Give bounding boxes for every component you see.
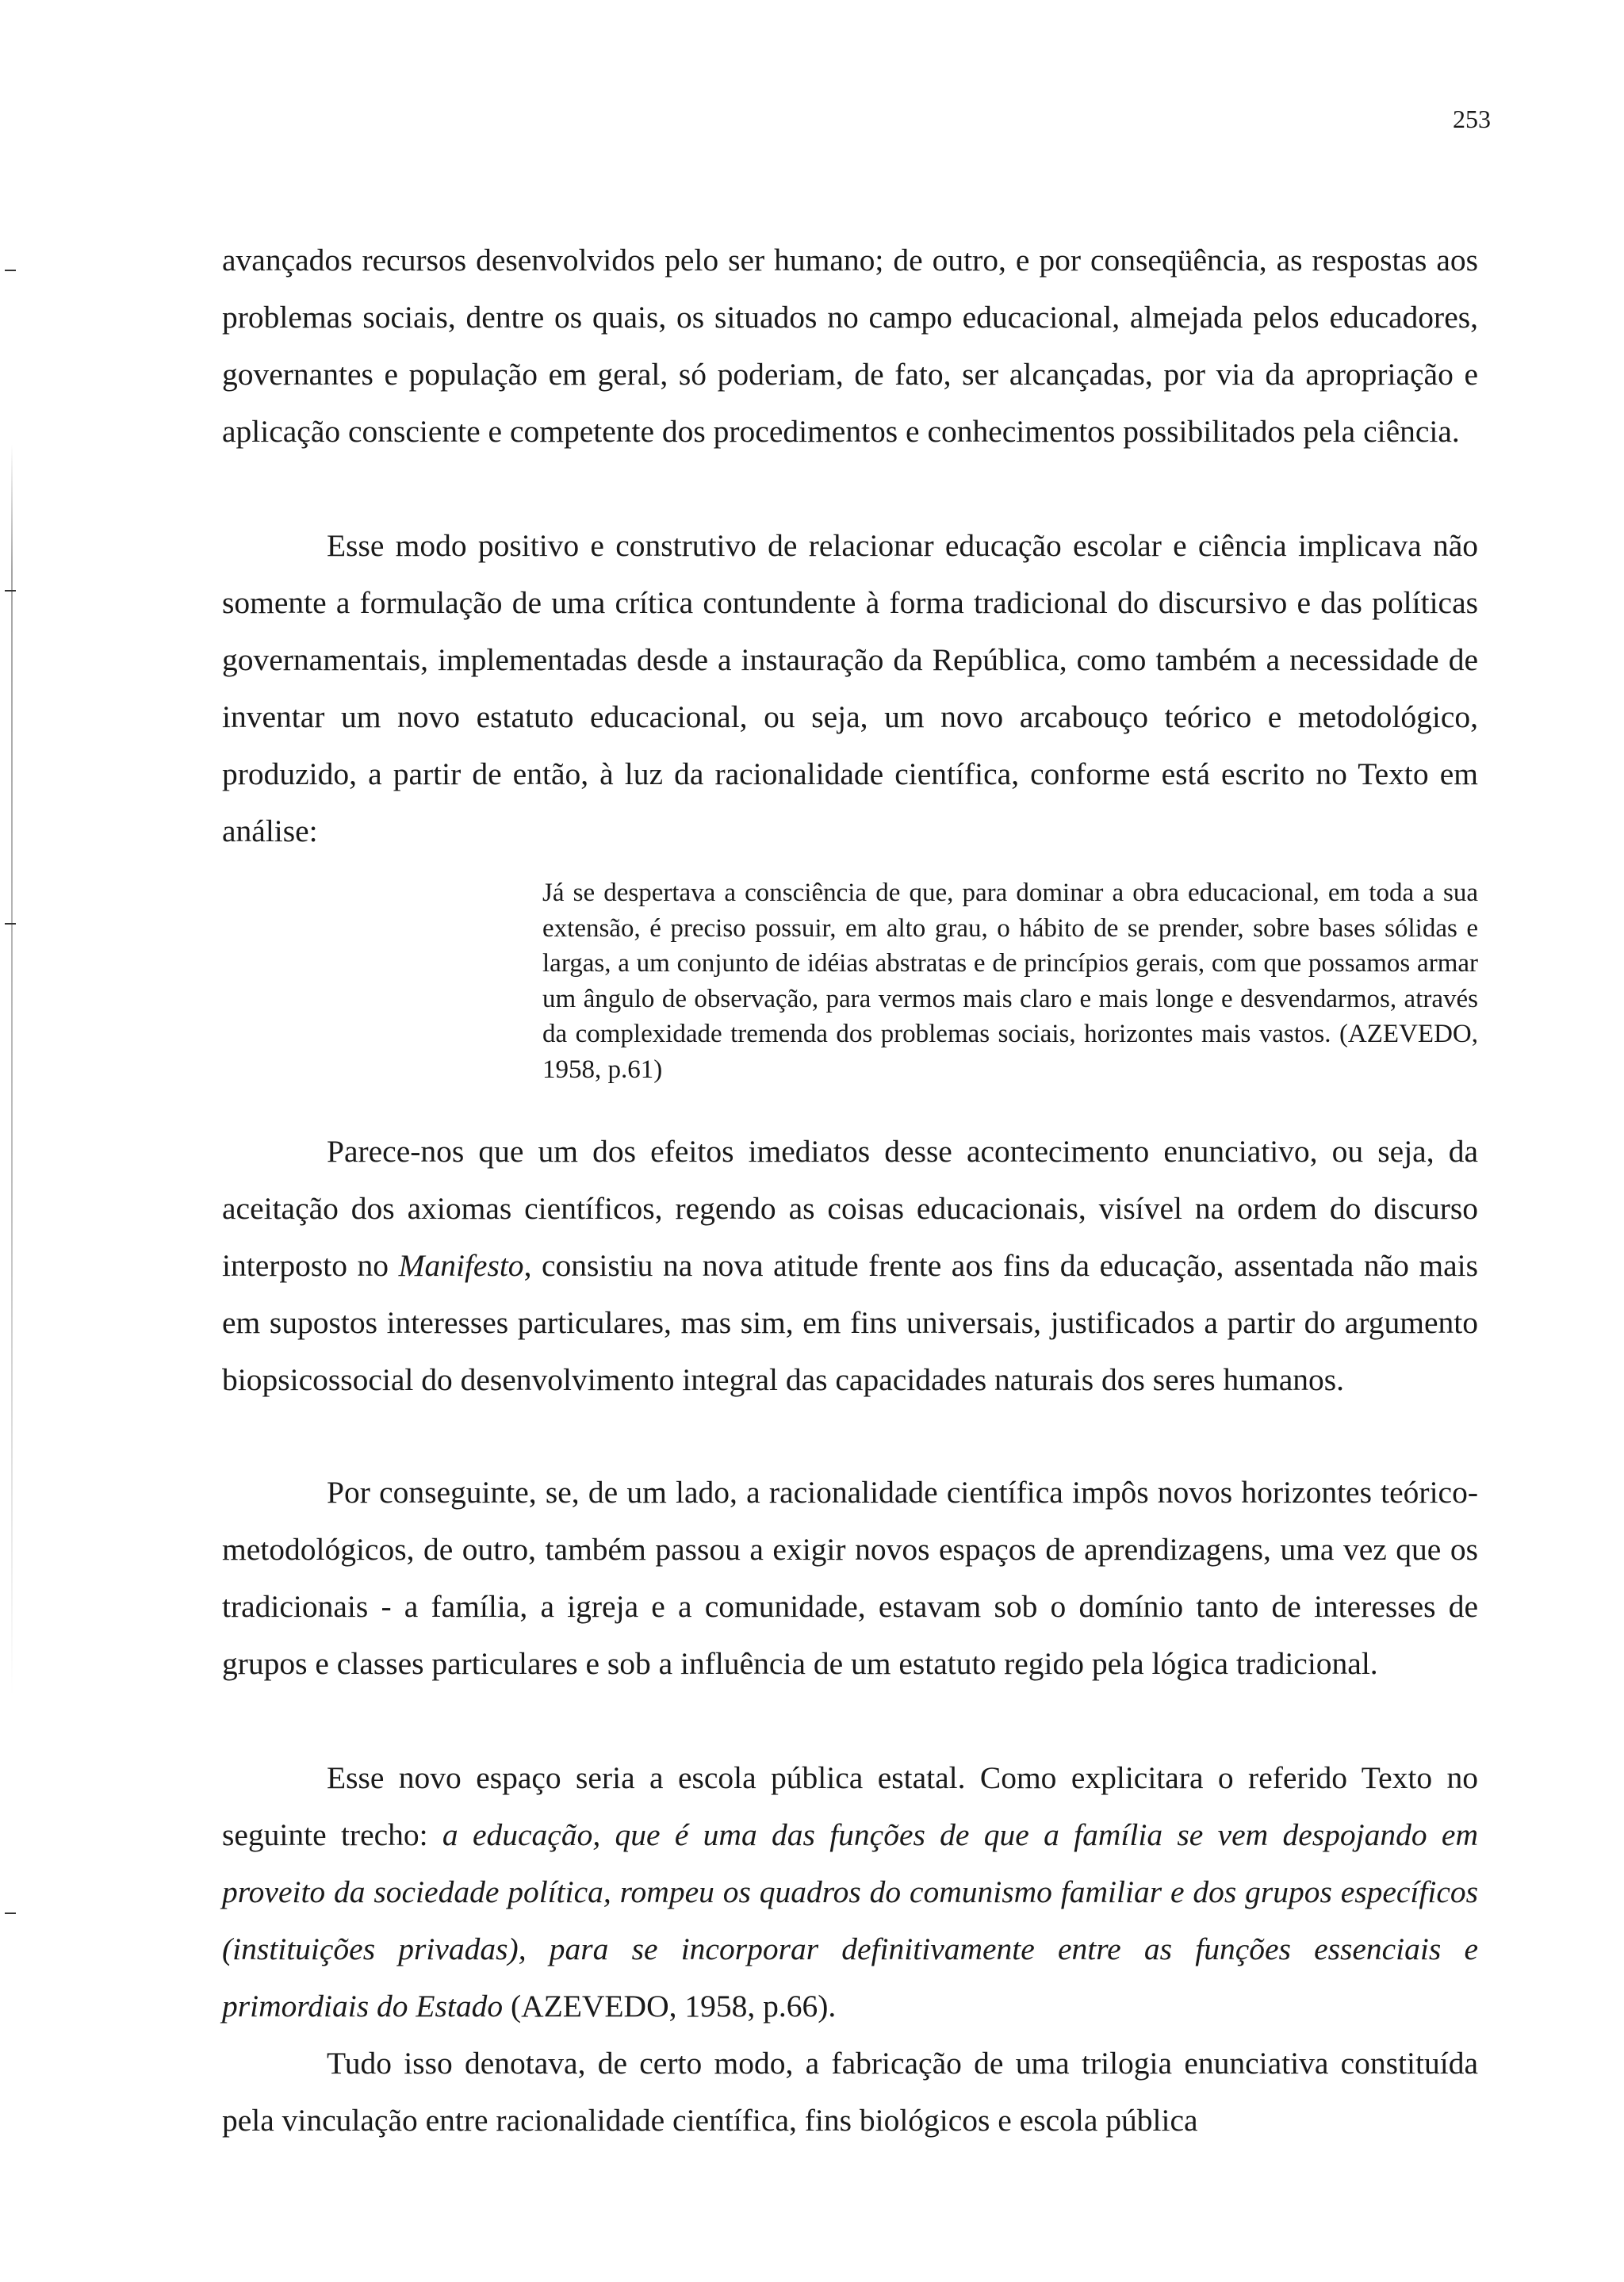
paragraph-5-text xyxy=(222,1749,1478,2035)
paragraph-2 xyxy=(222,517,1478,860)
block-quote-text: Já se despertava a consciência de que, para dominar a obra educacional, em toda a sua extensão, é preciso possuir, em alto grau, o hábito de se prender, sobre bases sólidas e largas, a um conjunto de idéias abstratas e de princípios gerais, com que possamos armar um ângulo de observação, para vermos mais claro e mais longe e desvendarmos, através da complexidade tremenda dos problemas sociais, horizontes mais vastos. (AZEVEDO, 1958, p.61) xyxy=(542,879,1478,1084)
paragraph-6 xyxy=(222,2035,1478,2149)
paragraph-5-text-start: Esse novo espaço seria a escola pública estatal. Como explicitara o referido Texto no seguinte trecho: xyxy=(222,1760,1478,1852)
paragraph-6-text: Tudo isso denotava, de certo modo, a fabricação de uma trilogia enunciativa constituída pela vinculação entre racionalidade científica, fins biológicos e escola pública xyxy=(222,2046,1478,2138)
scan-mark xyxy=(5,1913,16,1914)
paragraph-2-text: Esse modo positivo e construtivo de relacionar educação escolar e ciência implicava não somente a formulação de uma crítica contundente à forma tradicional do discursivo e das políticas governamentais, implementadas desde a instauração da República, como também a necessidade de inventar um novo estatuto educacional, ou seja, um novo arcabouço teórico e metodológico, produzido, a partir de então, à luz da racionalidade científica, conforme está escrito no Texto em análise: xyxy=(222,528,1478,848)
paragraph-5-citation: (AZEVEDO, 1958, p.66). xyxy=(503,1989,837,2024)
scan-edge-shadow xyxy=(11,444,13,1697)
paragraph-3 xyxy=(222,1123,1478,1408)
page-number: 253 xyxy=(1453,105,1491,133)
paragraph-3-text-start: Parece-nos que um dos efeitos imediatos desse acontecimento enunciativo, ou seja, da aceitação dos axiomas científicos, regendo as coisas educacionais, visível na ordem do discurso interposto no xyxy=(222,1134,1478,1283)
paragraph-1-text: avançados recursos desenvolvidos pelo ser humano; de outro, e por conseqüência, as respostas aos problemas sociais, dentre os quais, os situados no campo educacional, almejada pelos educadores, governantes e população em geral, só poderiam, de fato, ser alcançadas, por via da apropriação e aplicação consciente e competente dos procedimentos e conhecimentos possibilitados pela ciência. xyxy=(222,243,1478,449)
scan-mark xyxy=(5,923,16,925)
scan-mark xyxy=(5,590,16,592)
paragraph-4-text: Por conseguinte, se, de um lado, a racionalidade científica impôs novos horizontes teórico-metodológicos, de outro, também passou a exigir novos espaços de aprendizagens, uma vez que os tradicionais - a família, a igreja e a comunidade, estavam sob o domínio tanto de interesses de grupos e classes particulares e sob a influência de um estatuto regido pela lógica tradicional. xyxy=(222,1475,1478,1681)
paragraph-4 xyxy=(222,1464,1478,1692)
inline-quotation: a educação, que é uma das funções de que a família se vem despojando em proveito da sociedade política, rompeu os quadros do comunismo familiar e dos grupos específicos (instituições privadas), para se incorporar definitivamente entre as funções essenciais e primordiais do Estado xyxy=(222,1817,1478,2024)
paragraph-3-text xyxy=(222,1123,1478,1408)
scan-mark xyxy=(5,270,16,271)
paragraph-1 xyxy=(222,232,1478,460)
paragraph-3-text-end: , consistiu na nova atitude frente aos fins da educação, assentada não mais em supostos interesses particulares, mas sim, em fins universais, justificados a partir do argumento biopsicossocial do desenvolvimento integral das capacidades naturais dos seres humanos. xyxy=(222,1248,1479,1397)
manifesto-title: Manifesto xyxy=(398,1248,524,1283)
block-quote xyxy=(542,875,1478,1087)
paragraph-5 xyxy=(222,1749,1478,2035)
